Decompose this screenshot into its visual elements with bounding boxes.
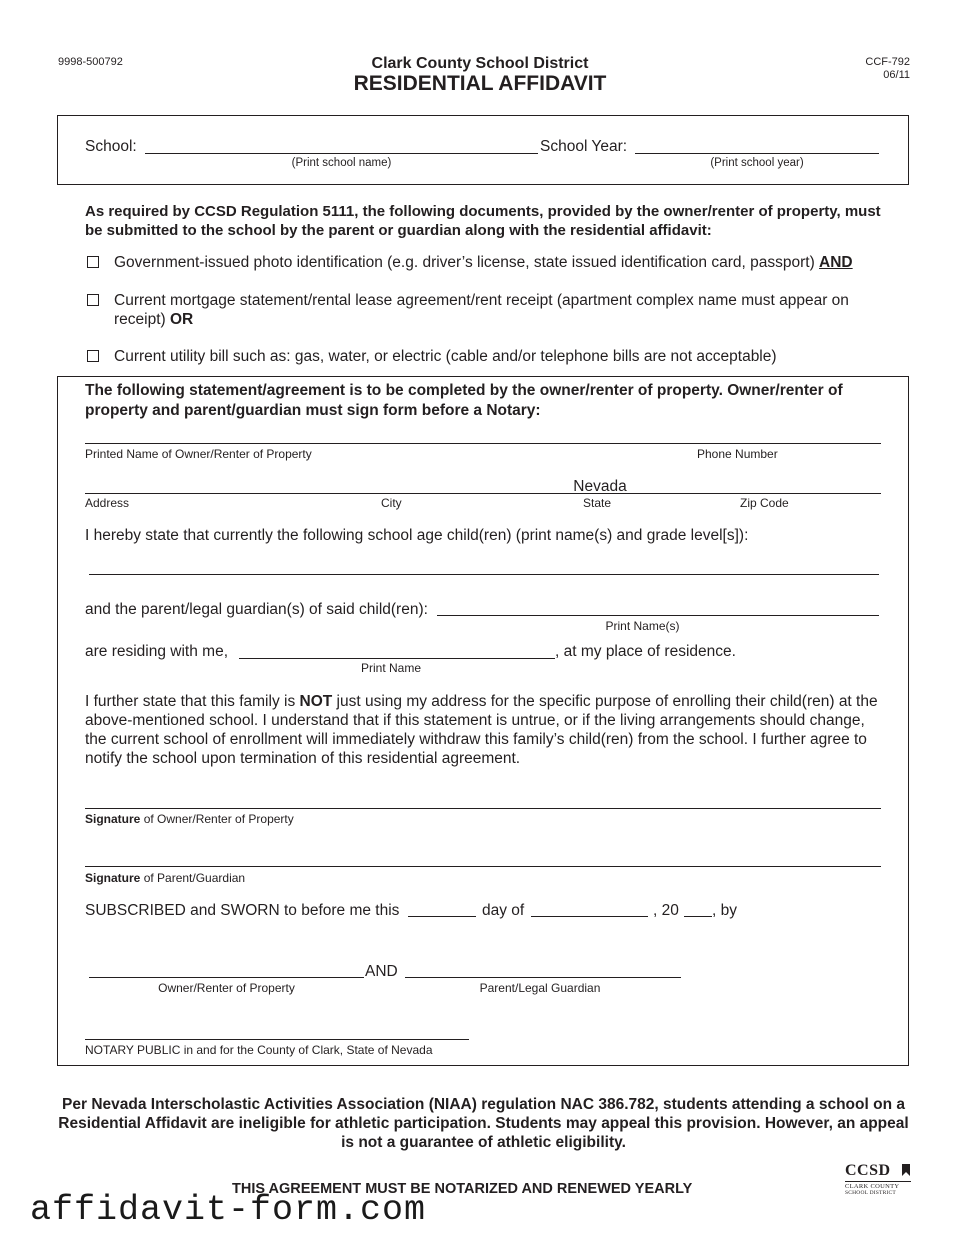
further-statement-1: I further state that this family is <box>85 693 296 710</box>
school-year-field[interactable] <box>635 153 879 154</box>
and-label: AND <box>365 963 398 980</box>
requirements-intro: As required by CCSD Regulation 5111, the following documents, provided by the owner/renter of property, must be submitted to the school by the parent or guardian along with the residential affidavit: <box>85 203 881 239</box>
requirement-and: AND <box>819 254 853 271</box>
ccsd-logo-sub2: SCHOOL DISTRICT <box>845 1190 896 1196</box>
children-names-field[interactable] <box>89 574 879 575</box>
renewal-notice: THIS AGREEMENT MUST BE NOTARIZED AND RENEWED YEARLY <box>232 1181 693 1197</box>
guardian-statement: and the parent/legal guardian(s) of said child(ren): <box>85 601 428 618</box>
sworn-day-field[interactable] <box>408 916 476 917</box>
niaa-notice: Per Nevada Interscholastic Activities Association (NIAA) regulation NAC 386.782, students attending a school on a Residential Affidavit are ineligible for athletic participation. Students may appeal this provision. However, an appeal is not a guarantee of athletic eligibility. <box>58 1096 909 1151</box>
guardian-names-field[interactable] <box>437 615 879 616</box>
owner-signature-field[interactable] <box>85 808 881 809</box>
school-name-hint: (Print school name) <box>291 157 392 169</box>
form-code: CCF-792 <box>865 56 910 68</box>
sworn-year-field[interactable] <box>684 916 712 917</box>
ccsd-logo <box>845 1162 915 1196</box>
owner-signature-rest: of Owner/Renter of Property <box>143 812 294 826</box>
notary-signature-field[interactable] <box>85 1039 469 1040</box>
sworn-text-2: day of <box>482 902 525 919</box>
signature-word: Signature <box>85 871 141 885</box>
signature-word: Signature <box>85 812 141 826</box>
requirement-mortgage <box>114 291 874 329</box>
school-name-field[interactable] <box>145 153 538 154</box>
district-name: Clark County School District <box>371 55 589 72</box>
form-id: 9998-500792 <box>58 56 123 68</box>
phone-label: Phone Number <box>697 447 778 461</box>
further-not: NOT <box>299 693 333 710</box>
notary-label: NOTARY PUBLIC in and for the County of Clark, State of Nevada <box>85 1043 433 1057</box>
agreement-heading: The following statement/agreement is to be completed by the owner/renter of property. Owner/renter of property and parent/guardian must sign form before a Notary: <box>85 382 843 419</box>
requirement-photo-id <box>114 253 894 272</box>
print-names-hint: Print Name(s) <box>605 619 680 633</box>
owner-name-notary-field[interactable] <box>89 977 364 978</box>
form-date: 06/11 <box>883 69 910 81</box>
resident-name-field[interactable] <box>239 658 555 659</box>
bookmark-icon <box>901 1163 911 1177</box>
further-statement <box>85 692 885 768</box>
school-year-label: School Year: <box>540 138 628 155</box>
checkbox-photo-id[interactable] <box>87 256 99 268</box>
children-statement: I hereby state that currently the following school age child(ren) (print name(s) and grade level[s]): <box>85 527 749 544</box>
ccsd-logo-text: CCSD <box>845 1162 891 1179</box>
sworn-month-field[interactable] <box>531 916 648 917</box>
parent-signature-label <box>85 871 245 885</box>
print-name-hint: Print Name <box>360 661 422 675</box>
requirement-or: OR <box>170 311 194 328</box>
parent-hint: Parent/Legal Guardian <box>479 981 601 995</box>
school-box <box>57 115 909 185</box>
residing-prefix: are residing with me, <box>85 643 229 660</box>
city-label: City <box>381 496 402 510</box>
printed-name-label: Printed Name of Owner/Renter of Property <box>85 447 312 461</box>
address-label: Address <box>85 496 130 510</box>
requirement-utility: Current utility bill such as: gas, water, or electric (cable and/or telephone bills are not acceptable) <box>114 348 777 365</box>
sworn-text-3: , 20 <box>653 902 679 919</box>
checkbox-utility[interactable] <box>87 350 99 362</box>
requirement-photo-id-text: Government-issued photo identification (e.g. driver’s license, state issued identification card, passport) <box>114 254 815 271</box>
sworn-text-4: , by <box>712 902 737 919</box>
address-field[interactable] <box>85 493 881 494</box>
ccsd-logo-sub1: CLARK COUNTY <box>845 1183 900 1190</box>
state-value: Nevada <box>573 478 627 495</box>
residing-suffix: , at my place of residence. <box>555 643 736 660</box>
owner-signature-label <box>85 812 294 826</box>
sworn-text-1: SUBSCRIBED and SWORN to before me this <box>85 902 400 919</box>
further-statement-2: just using my address for the specific purpose of enrolling their child(ren) at the above-mentioned school. I understand that if this statement is untrue, or if the living arrangements should change, the current school of enrollment will immediately withdraw this family’s child(ren) from the school. I further agree to notify the school upon termination of this residential agreement. <box>85 693 878 767</box>
parent-name-notary-field[interactable] <box>405 977 681 978</box>
owner-hint: Owner/Renter of Property <box>158 981 295 995</box>
parent-signature-rest: of Parent/Guardian <box>143 871 246 885</box>
watermark: affidavit-form.com <box>30 1190 427 1230</box>
requirement-mortgage-text: Current mortgage statement/rental lease agreement/rent receipt (apartment complex name must appear on receipt) <box>114 292 849 328</box>
school-year-hint: (Print school year) <box>710 157 804 169</box>
page-title: RESIDENTIAL AFFIDAVIT <box>353 72 607 95</box>
zip-label: Zip Code <box>740 496 789 510</box>
parent-signature-field[interactable] <box>85 866 881 867</box>
state-label: State <box>583 496 612 510</box>
school-label: School: <box>85 138 137 155</box>
owner-name-phone-field[interactable] <box>85 443 881 444</box>
checkbox-mortgage[interactable] <box>87 294 99 306</box>
